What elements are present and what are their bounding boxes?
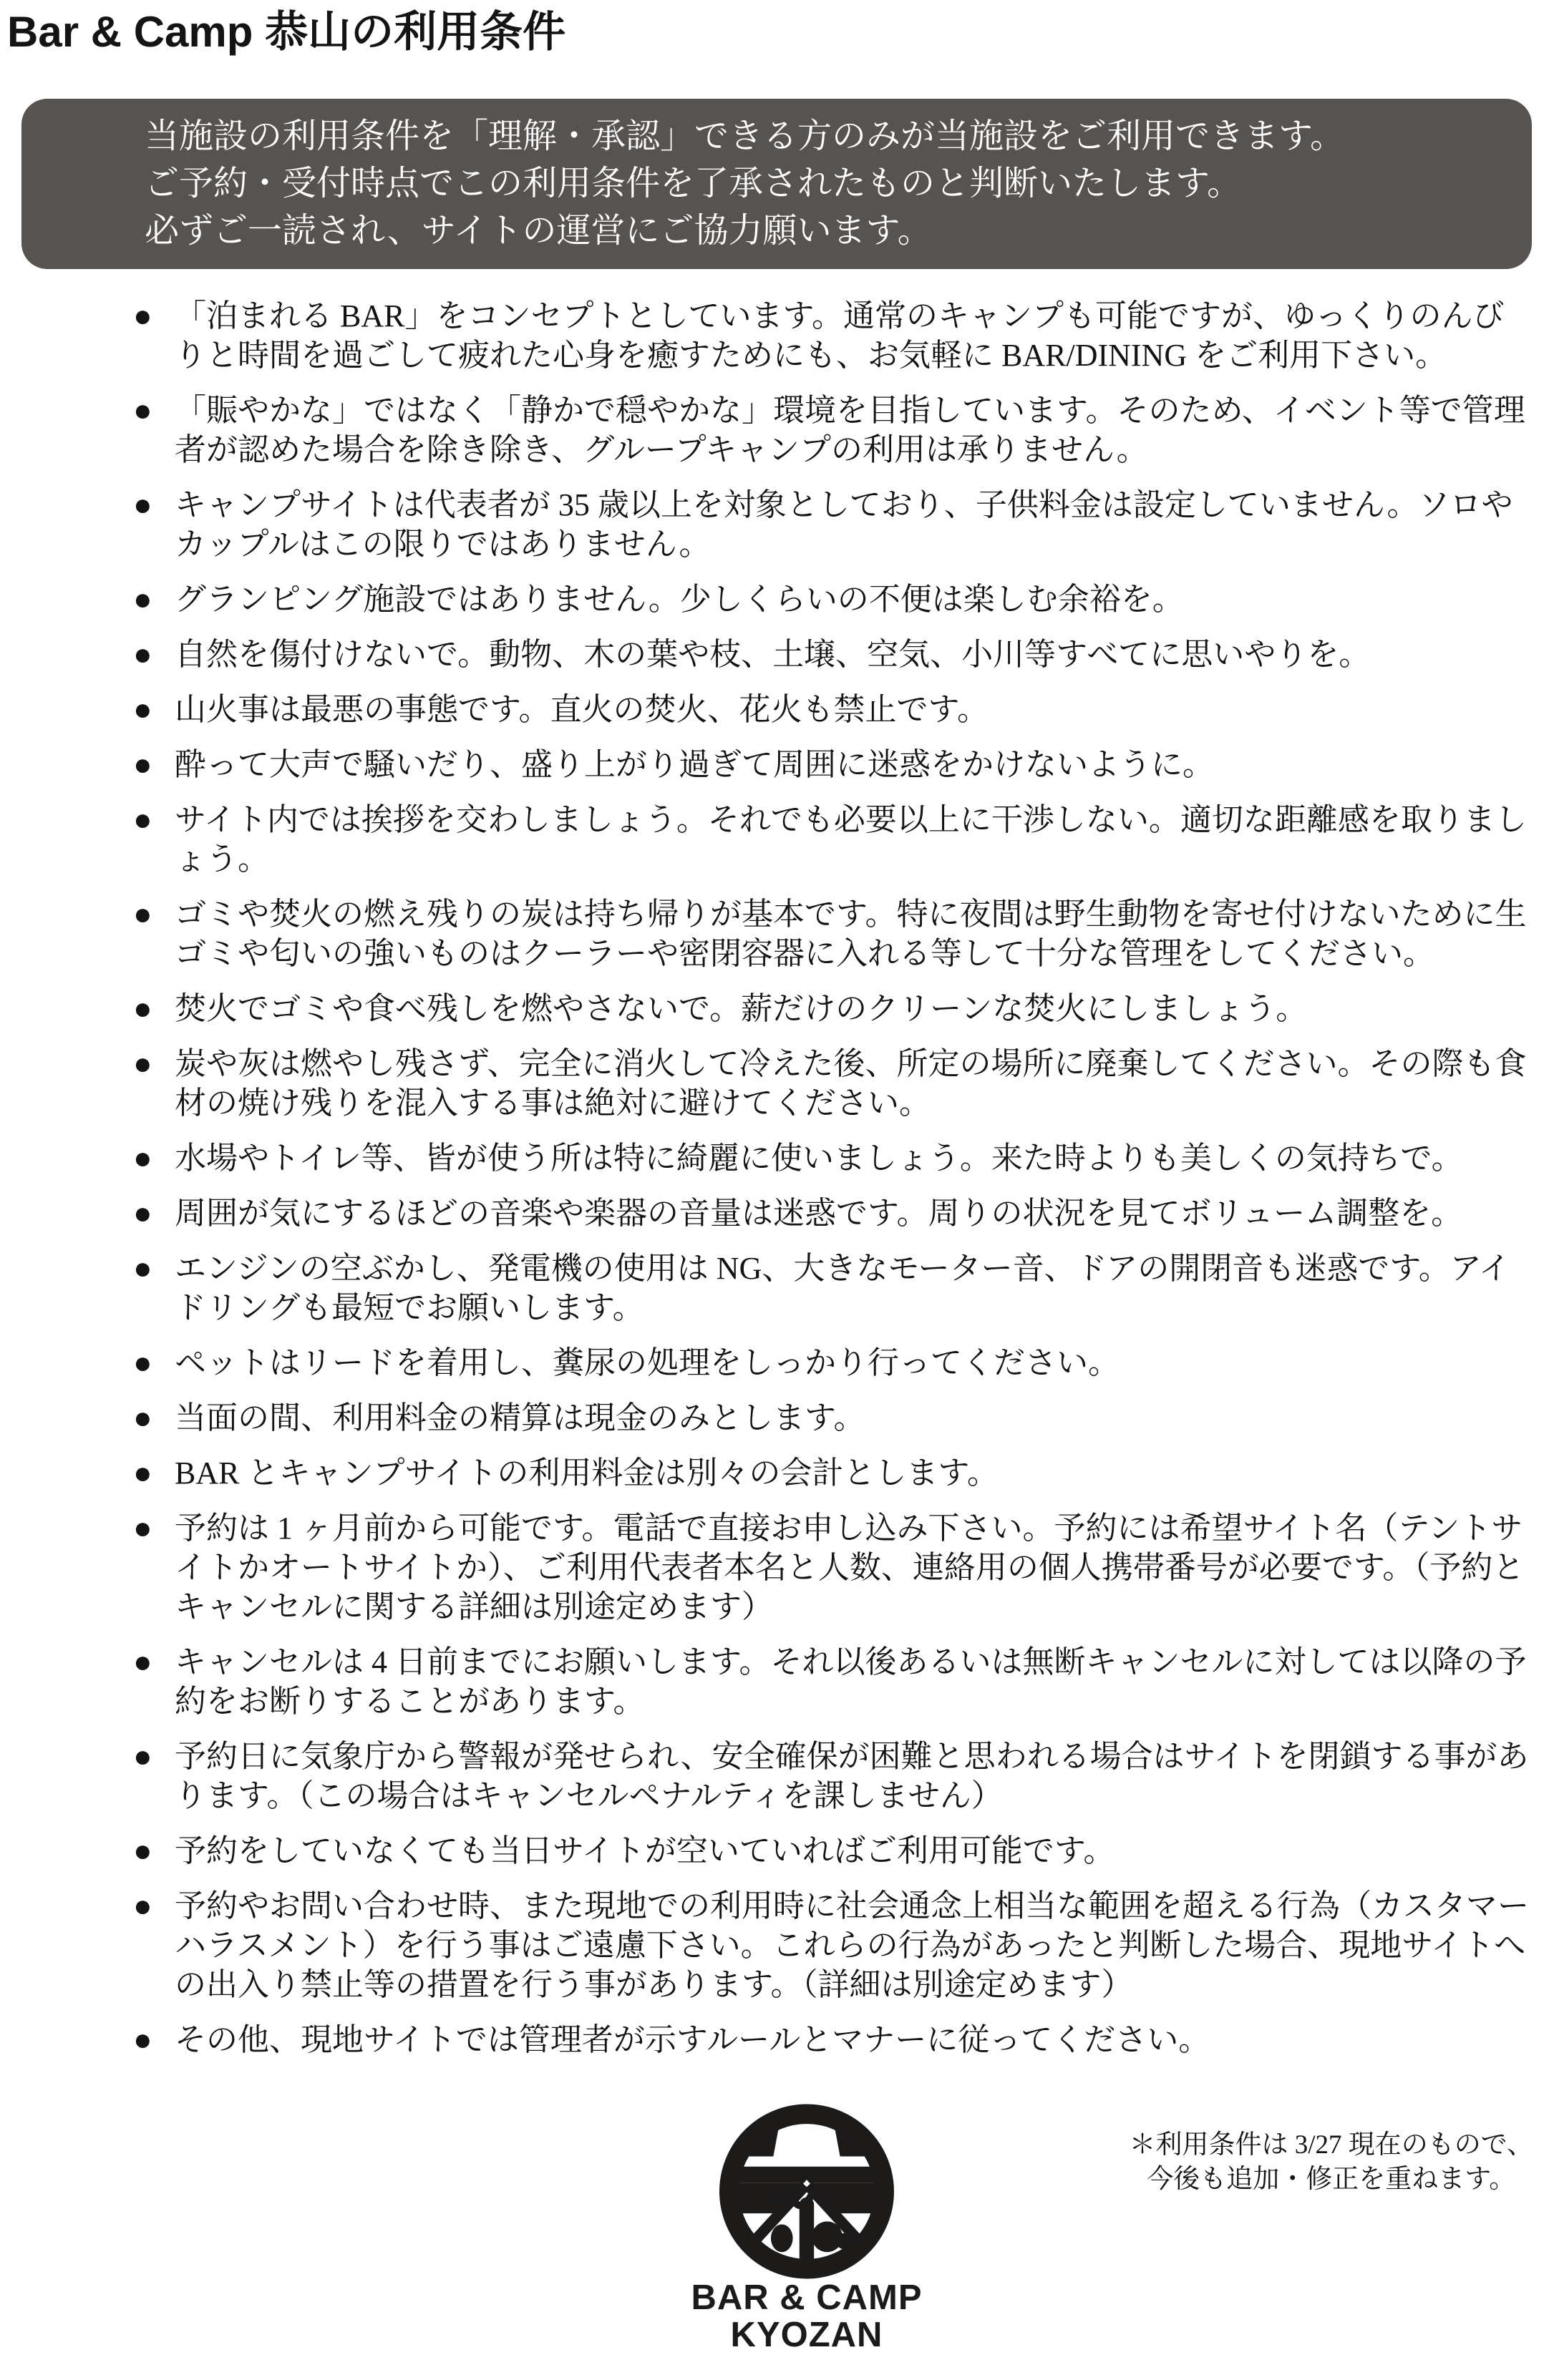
rule-text: 焚火でゴミや食べ残しを燃やさないで。薪だけのクリーンな焚火にしましょう。 xyxy=(175,991,1308,1026)
rule-text: サイト内では挨拶を交わしましょう。それでも必要以上に干渉しない。適切な距離感を取りましょう。 xyxy=(175,802,1527,877)
notice-banner xyxy=(21,99,1532,269)
bullet-marker: ● xyxy=(133,298,152,333)
rule-text: 酔って大声で騒いだり、盛り上がり過ぎて周囲に迷惑をかけないように。 xyxy=(175,747,1214,782)
rule-item xyxy=(133,1044,1532,1123)
brand-name-line1: BAR & CAMP xyxy=(691,2278,923,2317)
rule-item xyxy=(133,1398,1532,1438)
rule-text: 周囲が気にするほどの音楽や楽器の音量は迷惑です。周りの状況を見てボリューム調整を。 xyxy=(175,1196,1463,1231)
bullet-marker: ● xyxy=(133,747,152,782)
rule-item xyxy=(133,1343,1532,1382)
note-line: ＊利用条件は 3/27 現在のもので、 xyxy=(1129,2130,1533,2160)
brand-name-line2: KYOZAN xyxy=(730,2316,883,2354)
rule-item xyxy=(133,894,1532,973)
rule-item xyxy=(133,1453,1532,1493)
rule-text: 予約は 1 ヶ月前から可能です。電話で直接お申し込み下さい。予約には希望サイト名（テントサイトかオートサイトか）、ご利用代表者本名と人数、連絡用の個人携帯番号が必要です。（予約とキャンセルに関する詳細は別途定めます） xyxy=(175,1511,1525,1624)
bullet-marker: ● xyxy=(133,1196,152,1231)
rule-text: 自然を傷付けないで。動物、木の葉や枝、土壌、空気、小川等すべてに思いやりを。 xyxy=(175,637,1371,672)
bullet-marker: ● xyxy=(133,802,152,837)
rule-text: ペットはリードを着用し、糞尿の処理をしっかり行ってください。 xyxy=(175,1345,1120,1380)
note-line: 今後も追加・修正を重ねます。 xyxy=(1147,2165,1516,2194)
rule-item xyxy=(133,800,1532,879)
notice-line: ご予約・受付時点でこの利用条件を了承されたものと判断いたします。 xyxy=(145,165,1242,203)
bullet-marker: ● xyxy=(133,487,152,522)
notice-line: 当施設の利用条件を「理解・承認」できる方のみが当施設をご利用できます。 xyxy=(145,117,1345,155)
rule-item xyxy=(133,580,1532,619)
bullet-marker: ● xyxy=(133,1833,152,1868)
rule-item xyxy=(133,690,1532,729)
rule-text: 山火事は最悪の事態です。直火の焚火、花火も禁止です。 xyxy=(175,692,989,727)
rule-item xyxy=(133,1138,1532,1178)
bullet-marker: ● xyxy=(133,1046,152,1081)
rule-item xyxy=(133,1249,1532,1327)
bullet-marker: ● xyxy=(133,991,152,1026)
rule-item xyxy=(133,485,1532,564)
rule-text: 水場やトイレ等、皆が使う所は特に綺麗に使いましょう。来た時よりも美しくの気持ちで。 xyxy=(175,1141,1463,1176)
bullet-marker: ● xyxy=(133,637,152,672)
rule-text: 予約日に気象庁から警報が発せられ、安全確保が困難と思われる場合はサイトを閉鎖する事があります。（この場合はキャンセルペナルティを課しません） xyxy=(175,1739,1529,1813)
bullet-marker: ● xyxy=(133,1888,152,1923)
rule-text: 「泊まれる BAR」をコンセプトとしています。通常のキャンプも可能ですが、ゆっくりのんびりと時間を過ごして疲れた心身を癒すためにも、お気軽に BAR/DINING をご利用下さい。 xyxy=(175,298,1505,373)
rule-text: 当面の間、利用料金の精算は現金のみとします。 xyxy=(175,1400,865,1435)
rules-list xyxy=(133,296,1532,2059)
rule-text: 炭や灰は燃やし残さず、完全に消火して冷えた後、所定の場所に廃棄してください。その際も食材の焼け残りを混入する事は絶対に避けてください。 xyxy=(175,1046,1527,1121)
bullet-marker: ● xyxy=(133,393,152,428)
rule-text: 予約をしていなくても当日サイトが空いていればご利用可能です。 xyxy=(175,1833,1115,1868)
rule-item xyxy=(133,989,1532,1028)
rule-text: BAR とキャンプサイトの利用料金は別々の会計とします。 xyxy=(175,1455,999,1491)
bullet-marker: ● xyxy=(133,1455,152,1491)
bullet-marker: ● xyxy=(133,1739,152,1774)
rule-text: キャンセルは 4 日前までにお願いします。それ以後あるいは無断キャンセルに対しては以降の予約をお断りすることがあります。 xyxy=(175,1644,1527,1719)
rule-item xyxy=(133,2020,1532,2059)
bullet-marker: ● xyxy=(133,1345,152,1380)
notice-line: 必ずご一読され、サイトの運営にご協力願います。 xyxy=(145,212,932,250)
rule-item xyxy=(133,1886,1532,2004)
rule-item xyxy=(133,1831,1532,1871)
bullet-marker: ● xyxy=(133,897,152,932)
rule-item xyxy=(133,296,1532,375)
rule-text: 「賑やかな」ではなく「静かで穏やかな」環境を目指しています。そのため、イベント等で管理者が認めた場合を除き除き、グループキャンプの利用は承りません。 xyxy=(175,393,1525,467)
brand-logo xyxy=(691,2104,922,2354)
rule-item xyxy=(133,745,1532,784)
rule-item xyxy=(133,391,1532,469)
page-title: Bar & Camp 恭山の利用条件 xyxy=(7,8,566,56)
rule-item xyxy=(133,1194,1532,1233)
rule-text: ゴミや焚火の燃え残りの炭は持ち帰りが基本です。特に夜間は野生動物を寄せ付けないために生ゴミや匂いの強いものはクーラーや密閉容器に入れる等して十分な管理をしてください。 xyxy=(175,897,1527,971)
rule-text: グランピング施設ではありません。少しくらいの不便は楽しむ余裕を。 xyxy=(175,582,1184,617)
bullet-marker: ● xyxy=(133,1511,152,1546)
kyozan-logo-icon xyxy=(719,2104,894,2279)
rule-text: 予約やお問い合わせ時、また現地での利用時に社会通念上相当な範囲を超える行為（カスタマーハラスメント）を行う事はご遠慮下さい。これらの行為があったと判断した場合、現地サイトへの出入り禁止等の措置を行う事があります。（詳細は別途定めます） xyxy=(175,1888,1529,2002)
rule-item xyxy=(133,1508,1532,1627)
rule-item xyxy=(133,635,1532,674)
bullet-marker: ● xyxy=(133,2022,152,2057)
bullet-marker: ● xyxy=(133,582,152,617)
rule-text: エンジンの空ぶかし、発電機の使用は NG、大きなモーター音、ドアの開閉音も迷惑です。アイドリングも最短でお願いします。 xyxy=(175,1251,1510,1325)
rule-text: その他、現地サイトでは管理者が示すルールとマナーに従ってください。 xyxy=(175,2022,1210,2057)
bullet-marker: ● xyxy=(133,1400,152,1435)
bullet-marker: ● xyxy=(133,1644,152,1679)
rule-text: キャンプサイトは代表者が 35 歳以上を対象としており、子供料金は設定していません。ソロやカップルはこの限りではありません。 xyxy=(175,487,1513,562)
bullet-marker: ● xyxy=(133,692,152,727)
revision-note xyxy=(1129,2128,1533,2197)
rule-item xyxy=(133,1642,1532,1721)
bullet-marker: ● xyxy=(133,1251,152,1286)
bullet-marker: ● xyxy=(133,1141,152,1176)
rule-item xyxy=(133,1737,1532,1815)
